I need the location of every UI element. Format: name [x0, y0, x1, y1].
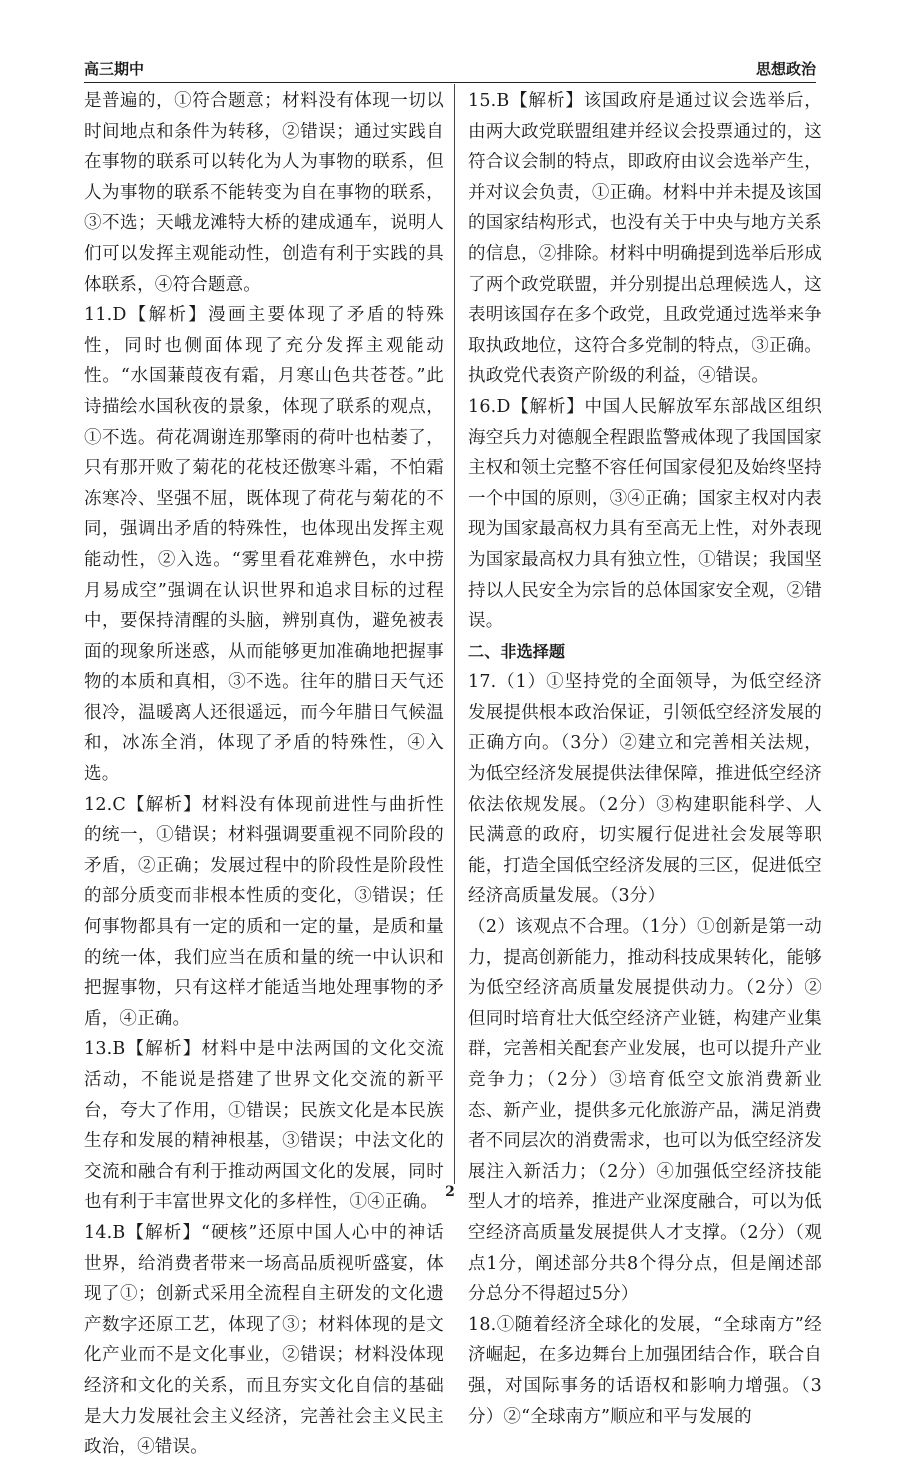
answer-12: 12.C【解析】材料没有体现前进性与曲折性的统一，①错误；材料强调要重视不同阶段的矛盾，②正确；发展过程中的阶段性是阶段性的部分质变而非根本性质的变化，③错误；任何事物都具有一定的质和一定的量，是质和量的统一体，我们应当在质和量的统一中认识和把握事物，只有这样才能适当地处理事物的矛盾，④正确。 [84, 794, 444, 1029]
answer-17-part1: 17.（1）①坚持党的全面领导，为低空经济发展提供根本政治保证，引领低空经济发展的正确方向。（3分）②建立和完善相关法规，为低空经济发展提供法律保障，推进低空经济依法依规发展。（2分）③构建职能科学、人民满意的政府，切实履行促进社会发展等职能，打造全国低空经济发展的三区，促进低空经济高质量发展。（3分） [468, 672, 822, 907]
column-divider [454, 84, 455, 1184]
answer-16: 16.D【解析】中国人民解放军东部战区组织海空兵力对德舰全程跟监警戒体现了我国国家主权和领土完整不容任何国家侵犯及始终坚持一个中国的原则，③④正确；国家主权对内表现为国家最高权力具有至高无上性，对外表现为国家最高权力具有独立性，①错误；我国坚持以人民安全为宗旨的总体国家安全观，②错误。 [468, 396, 822, 632]
answer-13: 13.B【解析】材料中是中法两国的文化交流活动，不能说是搭建了世界文化交流的新平台，夸大了作用，①错误；民族文化是本民族生存和发展的精神根基，③错误；中法文化的交流和融合有利于推动两国文化的发展，同时也有利于丰富世界文化的多样性，①④正确。 [84, 1039, 444, 1213]
answer-14: 14.B【解析】“硬核”还原中国人心中的神话世界，给消费者带来一场高品质视听盛宴，体现了①；创新式采用全流程自主研发的文化遗产数字还原工艺，体现了③；材料体现的是文化产业而不是文化事业，②错误；材料没体现经济和文化的关系，而且夯实文化自信的基础是大力发展社会主义经济，完善社会主义民主政治，④错误。 [84, 1222, 444, 1458]
answer-18: 18.①随着经济全球化的发展，“全球南方”经济崛起，在多边舞台上加强团结合作，联合自强，对国际事务的话语权和影响力增强。（3分）②“全球南方”顺应和平与发展的 [468, 1314, 822, 1427]
answer-10-continued: 是普遍的，①符合题意；材料没有体现一切以时间地点和条件为转移，②错误；通过实践自在事物的联系可以转化为人为事物的联系，但人为事物的联系不能转变为自在事物的联系，③不选；天峨龙滩特大桥的建成通车，说明人们可以发挥主观能动性，创造有利于实践的具体联系，④符合题意。 [84, 91, 444, 295]
answer-11: 11.D【解析】漫画主要体现了矛盾的特殊性，同时也侧面体现了充分发挥主观能动性。“水国蒹葭夜有霜，月寒山色共苍苍。”此诗描绘水国秋夜的景象，体现了联系的观点，①不选。荷花凋谢连那擎雨的荷叶也枯萎了，只有那开败了菊花的花枝还傲寒斗霜，不怕霜冻寒冷、坚强不屈，既体现了荷花与菊花的不同，强调出矛盾的特殊性，也体现出发挥主观能动性，②入选。“雾里看花难辨色，水中捞月易成空”强调在认识世界和追求目标的过程中，要保持清醒的头脑，辨别真伪，避免被表面的现象所迷惑，从而能够更加准确地把握事物的本质和真相，③不选。往年的腊日天气还很冷，温暖离人还很遥远，而今年腊日气候温和，冰冻全消，体现了矛盾的特殊性，④入选。 [84, 305, 444, 785]
answer-15: 15.B【解析】该国政府是通过议会选举后，由两大政党联盟组建并经议会投票通过的，这符合议会制的特点，即政府由议会选举产生，并对议会负责，①正确。材料中并未提及该国的国家结构形式，也没有关于中央与地方关系的信息，②排除。材料中明确提到选举后形成了两个政党联盟，并分别提出总理候选人，这表明该国存在多个政党，且政党通过选举来争取执政地位，这符合多党制的特点，③正确。执政党代表资产阶级的利益，④错误。 [468, 91, 822, 387]
page-number: 2 [445, 1184, 455, 1200]
answer-17-part2: （2）该观点不合理。（1分）①创新是第一动力，提高创新能力，推动科技成果转化，能够为低空经济高质量发展提供动力。（2分）②但同时培育壮大低空经济产业链，构建产业集群，完善相关配套产业发展，也可以提升产业竞争力；（2分）③培育低空文旅消费新业态、新产业，提供多元化旅游产品，满足消费者不同层次的消费需求，也可以为低空经济发展注入新活力；（2分）④加强低空经济技能型人才的培养，推进产业深度融合，可以为低空经济高质量发展提供人才支撑。（2分）（观点1分，阐述部分共8个得分点，但是阐述部分总分不得超过5分） [468, 917, 822, 1305]
right-column [468, 86, 822, 1432]
page-header [84, 60, 816, 83]
header-subject-label: 思想政治 [755, 60, 816, 78]
header-grade-label: 高三期中 [84, 60, 145, 78]
left-column [84, 86, 444, 1463]
section-heading: 二、非选择题 [468, 641, 566, 661]
